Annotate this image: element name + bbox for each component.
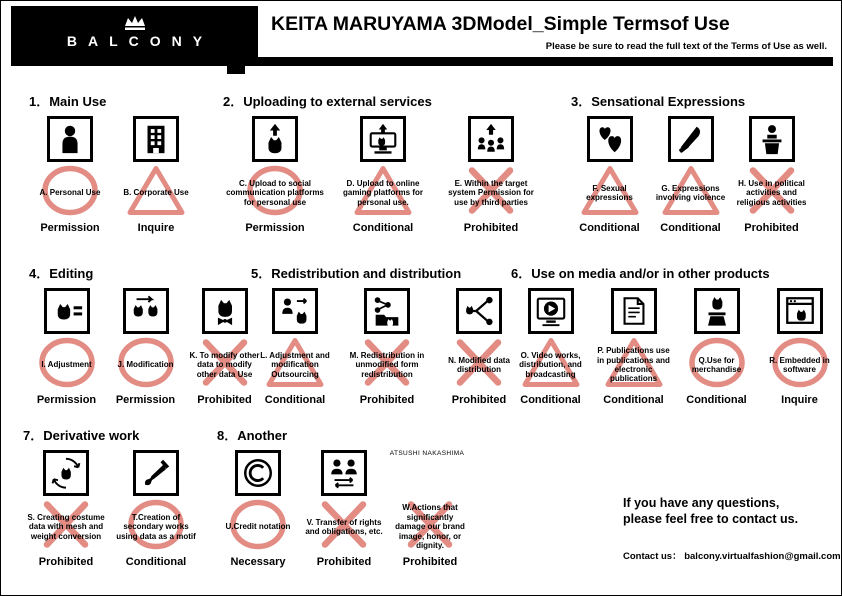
section-title: 6．Use on media and/or in other products <box>511 266 770 281</box>
section-redistribution <box>251 263 523 414</box>
item-label: M. Redistribution in unmodified form redistribution <box>349 350 425 379</box>
political-icon <box>749 116 795 162</box>
usage-item-V <box>303 450 385 576</box>
section-items <box>223 116 543 242</box>
label-zone <box>23 499 109 555</box>
usage-item-C <box>223 116 327 242</box>
logo-text: BALCONY <box>66 33 214 49</box>
item-label: T.Creation of secondary works using data as a motif <box>116 512 196 541</box>
section-main-use <box>29 91 197 242</box>
label-zone <box>303 499 385 555</box>
item-label: K. To modify other data to modify other data Use <box>189 350 260 379</box>
label-zone <box>594 337 673 393</box>
status-label: Prohibited <box>197 394 252 406</box>
item-label: B. Corporate Use <box>123 188 189 198</box>
item-label: S. Creating costume data with mesh and weight conversion <box>27 512 105 541</box>
motif-icon <box>133 450 179 496</box>
usage-item-D <box>331 116 435 242</box>
status-label: Conditional <box>352 222 414 234</box>
label-zone <box>439 165 543 221</box>
footer-questions-line2: please feel free to contact us. <box>623 512 799 527</box>
status-label: Prohibited <box>744 222 799 234</box>
label-zone <box>677 337 756 393</box>
status-label: Necessary <box>230 556 286 568</box>
section-title: 1．Main Use <box>29 94 107 109</box>
usage-item-U <box>217 450 299 576</box>
section-title: 8．Another <box>217 428 288 443</box>
status-label: Conditional <box>686 394 747 406</box>
header-notch <box>227 57 245 74</box>
footer-questions <box>623 495 798 528</box>
label-zone <box>115 165 197 221</box>
section-items <box>511 288 839 414</box>
label-zone <box>331 165 435 221</box>
section-derivative-work <box>23 425 199 576</box>
header-divider-bar <box>11 57 833 66</box>
section-items <box>23 450 199 576</box>
building-icon <box>133 116 179 162</box>
label-zone <box>511 337 590 393</box>
item-label: F. Sexual expressions <box>586 183 633 202</box>
upload-gaming-icon <box>360 116 406 162</box>
status-label: Conditional <box>520 394 581 406</box>
label-zone <box>435 337 523 393</box>
third-party-icon <box>468 116 514 162</box>
usage-item-F <box>571 116 648 242</box>
outsourcing-icon <box>272 288 318 334</box>
usage-item-B <box>115 116 197 242</box>
page-title: KEITA MARUYAMA 3DModel_Simple Termsof Use <box>271 13 730 35</box>
usage-item-L <box>251 288 339 414</box>
hearts-icon <box>587 116 633 162</box>
section-title: 4．Editing <box>29 266 94 281</box>
balcony-logo <box>11 6 258 57</box>
label-zone <box>108 337 183 393</box>
redistribution-icon <box>364 288 410 334</box>
usage-item-A <box>29 116 111 242</box>
usage-item-M <box>343 288 431 414</box>
section-items <box>217 450 471 576</box>
video-icon <box>528 288 574 334</box>
status-label: Prohibited <box>402 556 458 568</box>
item-label: V. Transfer of rights and obligations, etc. <box>305 517 383 536</box>
section-media-products <box>511 263 839 414</box>
status-label: Permission <box>115 394 176 406</box>
item-label: I. Adjustment <box>41 360 92 370</box>
usage-item-N <box>435 288 523 414</box>
item-label: L. Adjustment and modification Outsourcing <box>260 350 330 379</box>
section-title: 3．Sensational Expressions <box>571 94 746 109</box>
page-subtitle: Please be sure to read the full text of the Terms of Use as well. <box>545 41 827 52</box>
usage-item-S <box>23 450 109 576</box>
item-label: G. Expressions involving violence <box>655 183 726 202</box>
label-zone <box>733 165 810 221</box>
status-label: Permission <box>40 222 100 234</box>
item-label: R. Embedded in software <box>769 355 830 374</box>
section-items <box>571 116 810 242</box>
status-label: Inquire <box>781 394 818 406</box>
section-editing <box>29 263 262 414</box>
item-label: P. Publications use in publications and electronic publications <box>597 346 670 384</box>
item-label: A. Personal Use <box>39 188 101 198</box>
status-label: Inquire <box>137 222 175 234</box>
credit-text: ATSUSHI NAKASHIMA <box>389 450 465 457</box>
section-uploading-external <box>223 91 543 242</box>
status-label: Prohibited <box>451 394 507 406</box>
crown-icon <box>123 14 147 31</box>
section-another <box>217 425 471 576</box>
item-label: U.Credit notation <box>225 522 291 532</box>
item-label: W.Actions that significantly damage our brand image, honor, or dignity. <box>395 503 465 551</box>
adjustment-icon <box>44 288 90 334</box>
usage-item-R <box>760 288 839 414</box>
usage-item-T <box>113 450 199 576</box>
software-icon <box>777 288 823 334</box>
costume-icon <box>43 450 89 496</box>
label-zone <box>113 499 199 555</box>
modification-icon <box>123 288 169 334</box>
item-label: D. Upload to online gaming platforms for personal use. <box>342 178 423 207</box>
person-icon <box>47 116 93 162</box>
label-zone <box>217 499 299 555</box>
status-label: Conditional <box>264 394 326 406</box>
usage-item-H <box>733 116 810 242</box>
status-label: Permission <box>245 222 305 234</box>
copyright-icon <box>235 450 281 496</box>
usage-item-P <box>594 288 673 414</box>
publications-icon <box>611 288 657 334</box>
merchandise-icon <box>694 288 740 334</box>
transfer-icon <box>321 450 367 496</box>
section-sensational-expressions <box>571 91 810 242</box>
status-label: Conditional <box>579 222 640 234</box>
usage-item-I <box>29 288 104 414</box>
status-label: Prohibited <box>316 556 372 568</box>
section-title: 5．Redistribution and distribution <box>251 266 462 281</box>
label-zone <box>389 499 471 555</box>
section-items <box>251 288 523 414</box>
footer-questions-line1: If you have any questions, <box>623 496 780 510</box>
section-items <box>29 288 262 414</box>
usage-item-J <box>108 288 183 414</box>
item-label: H. Use in political activities and religious activities <box>736 178 807 207</box>
status-label: Conditional <box>603 394 664 406</box>
upload-social-icon <box>252 116 298 162</box>
item-label: E. Within the target system Permission for use by third parties <box>448 178 534 207</box>
status-label: Prohibited <box>38 556 94 568</box>
item-label: N. Modified data distribution <box>448 355 510 374</box>
item-label: Q.Use for merchandise <box>691 355 742 374</box>
violence-icon <box>668 116 714 162</box>
usage-item-E <box>439 116 543 242</box>
usage-item-G <box>652 116 729 242</box>
usage-item-W <box>389 450 471 576</box>
label-zone <box>343 337 431 393</box>
status-label: Prohibited <box>463 222 519 234</box>
item-label: C. Upload to social communication platforms for personal use <box>226 178 324 207</box>
item-label: J. Modification <box>117 360 174 370</box>
label-zone <box>251 337 339 393</box>
contact-email: Contact us： balcony.virtualfashion@gmail.com <box>623 551 841 562</box>
usage-item-O <box>511 288 590 414</box>
item-label: O. Video works, distribution, and broadcasting <box>519 350 582 379</box>
section-title: 7．Derivative work <box>23 428 140 443</box>
label-zone <box>760 337 839 393</box>
section-title: 2．Uploading to external services <box>223 94 432 109</box>
label-zone <box>571 165 648 221</box>
distribution-icon <box>456 288 502 334</box>
section-items <box>29 116 197 242</box>
label-zone <box>652 165 729 221</box>
status-label: Conditional <box>660 222 721 234</box>
status-label: Permission <box>36 394 97 406</box>
usage-item-Q <box>677 288 756 414</box>
status-label: Conditional <box>125 556 187 568</box>
other-data-icon <box>202 288 248 334</box>
label-zone <box>223 165 327 221</box>
label-zone <box>29 337 104 393</box>
label-zone <box>29 165 111 221</box>
status-label: Prohibited <box>359 394 415 406</box>
